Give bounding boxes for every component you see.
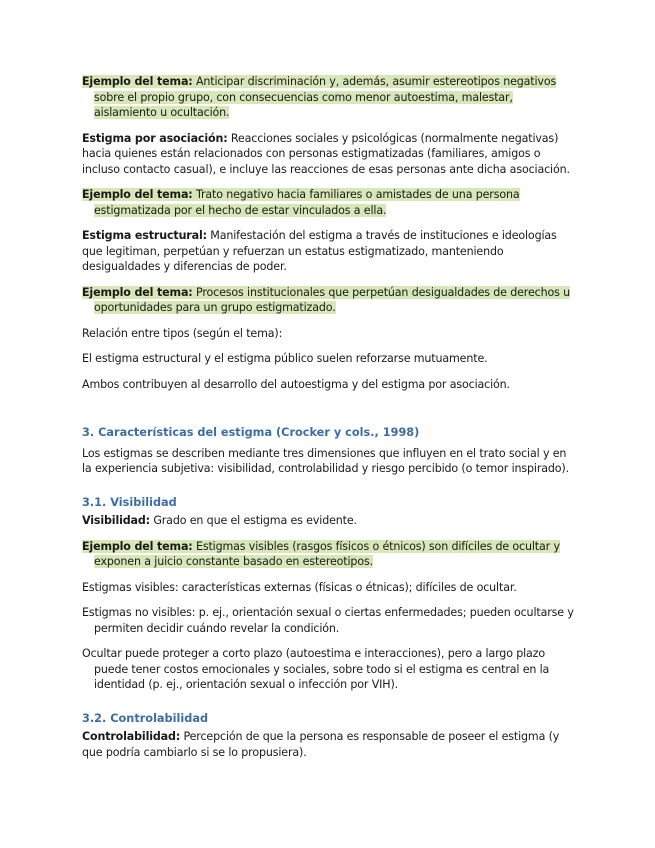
example-text: Anticipar discriminación y, además, asumir estereotipos negativos sobre el propio grupo, con consecuencias como menor autoestima, malestar, aislamiento u ocultación. <box>94 75 557 119</box>
example-text: Procesos institucionales que perpetúan desigualdades de derechos u oportunidades para un grupo estigmatizado. <box>94 285 570 314</box>
highlight <box>82 188 520 217</box>
subsection-heading-visibilidad: 3.1. Visibilidad <box>82 495 177 509</box>
term-text: Reacciones sociales y psicológicas (normalmente negativas) hacia quienes están relacionados con personas estigmatizadas (familiares, amigos o incluso contacto casual), e incluye las reacciones de esas personas ante dicha asociación. <box>82 131 570 176</box>
term-label: Estigma por asociación: <box>82 131 228 145</box>
example-label: Ejemplo del tema: <box>82 539 193 553</box>
definition-controlabilidad <box>82 729 575 760</box>
example-label: Ejemplo del tema: <box>82 75 193 88</box>
subsection-heading-controlabilidad: 3.2. Controlabilidad <box>82 711 209 725</box>
example-autoestigma <box>82 74 575 121</box>
highlight <box>82 75 556 119</box>
example-text: Trato negativo hacia familiares o amistades de una persona estigmatizada por el hecho de estar vinculados a ella. <box>94 188 520 217</box>
example-estructural <box>82 285 575 316</box>
term-label: Visibilidad: <box>82 514 150 527</box>
relation-item: El estigma estructural y el estigma público suelen reforzarse mutuamente. <box>82 352 488 365</box>
term-label: Controlabilidad: <box>82 730 181 743</box>
example-label: Ejemplo del tema: <box>82 285 193 299</box>
visibilidad-item: Ocultar puede proteger a corto plazo (autoestima e interacciones), pero a largo plazo puede tener costos emocionales y sociales, sobre todo si el estigma es central en la identidad (p. ej., orientación sexual o infección por VIH). <box>82 647 550 691</box>
example-visibilidad <box>82 539 575 570</box>
term-label: Estigma estructural: <box>82 229 207 242</box>
section-intro: Los estigmas se describen mediante tres dimensiones que influyen en el trato social y en la experiencia subjetiva: visibilidad, controlabilidad y riesgo percibido (o temor inspirado). <box>82 446 569 475</box>
highlight <box>82 286 570 315</box>
term-text: Percepción de que la persona es responsable de poseer el estigma (y que podría cambiarlo si se lo propusiera). <box>82 730 560 759</box>
visibilidad-item: Estigmas no visibles: p. ej., orientación sexual o ciertas enfermedades; pueden ocultarse y permiten decidir cuándo revelar la condición. <box>82 606 574 635</box>
relation-item: Ambos contribuyen al desarrollo del autoestigma y del estigma por asociación. <box>82 377 510 391</box>
example-asociacion <box>82 187 575 218</box>
example-label: Ejemplo del tema: <box>82 188 193 201</box>
example-text: Estigmas visibles (rasgos físicos o étnicos) son difíciles de ocultar y exponen a juicio constante basado en estereotipos. <box>94 539 560 568</box>
definition-estigma-asociacion <box>82 131 575 178</box>
visibilidad-item: Estigmas visibles: características externas (físicas o étnicas); difíciles de ocultar. <box>82 580 517 594</box>
term-text: Grado en que el estigma es evidente. <box>149 514 357 527</box>
definition-visibilidad <box>82 513 575 529</box>
highlight <box>82 540 560 569</box>
section-heading: 3. Características del estigma (Crocker y cols., 1998) <box>82 426 420 439</box>
relation-intro: Relación entre tipos (según el tema): <box>82 326 283 340</box>
definition-estigma-estructural <box>82 228 575 275</box>
term-text: Manifestación del estigma a través de instituciones e ideologías que legitiman, perpetúan y refuerzan un estatus estigmatizado, manteniendo desigualdades y diferencias de poder. <box>82 229 557 273</box>
